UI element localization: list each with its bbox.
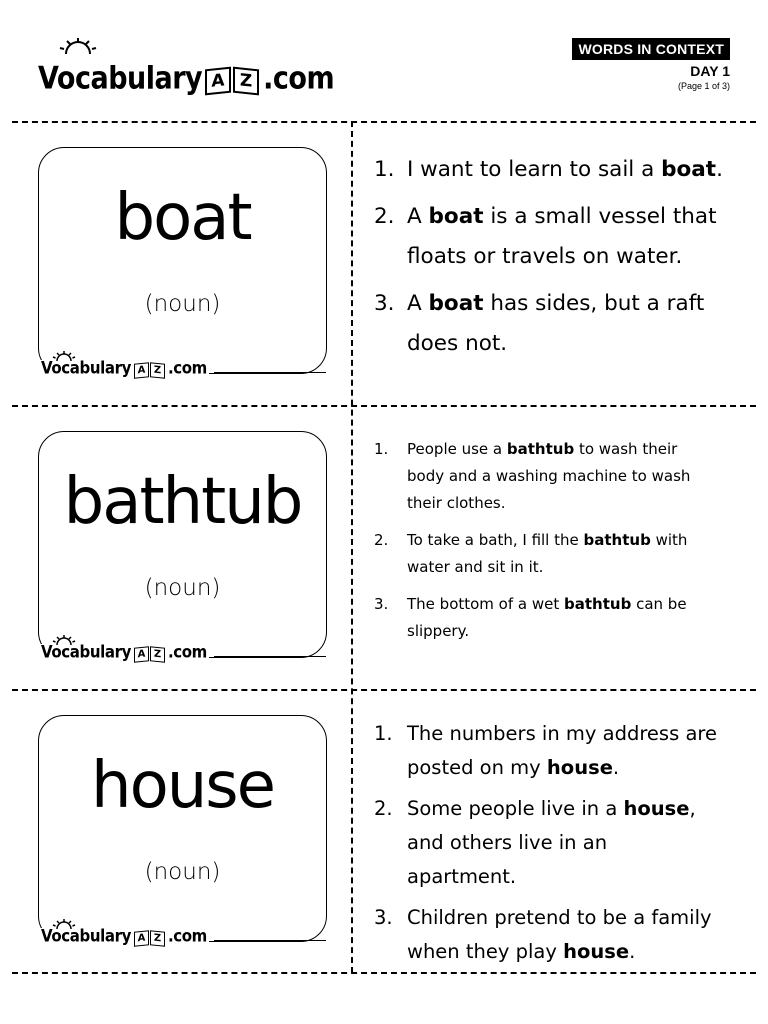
flash-card-bathtub bbox=[38, 431, 327, 662]
sentence-list-house bbox=[374, 717, 719, 976]
sentence: 2. To take a bath, I fill the bathtub with water and sit in it. bbox=[374, 531, 688, 576]
sentence: 2. A boat is a small vessel that floats or travels on water. bbox=[374, 204, 717, 269]
page-note: (Page 1 of 3) bbox=[677, 81, 730, 91]
letter-block-a: A bbox=[134, 362, 149, 379]
sentence: 2. Some people live in a house, and others live in an apartment. bbox=[374, 797, 696, 888]
letter-blocks-icon bbox=[205, 68, 261, 94]
vocab-word: bathtub bbox=[63, 465, 302, 539]
letter-block-z: Z bbox=[150, 646, 165, 663]
letter-blocks-icon bbox=[134, 931, 166, 946]
letter-blocks-icon bbox=[134, 363, 166, 378]
letter-block-a: A bbox=[134, 646, 149, 663]
logo-domain: .com bbox=[167, 926, 207, 946]
target-word: house bbox=[546, 756, 613, 779]
card-footer-rule bbox=[214, 372, 326, 373]
part-of-speech: (noun) bbox=[144, 291, 221, 317]
logo-word: Vocabulary bbox=[41, 358, 131, 378]
cut-line bbox=[12, 405, 756, 407]
letter-block-z: Z bbox=[150, 930, 165, 947]
vocab-word: boat bbox=[114, 181, 251, 255]
logo-domain: .com bbox=[167, 642, 207, 662]
words-in-context-badge: WORDS IN CONTEXT bbox=[572, 38, 730, 60]
target-word: boat bbox=[428, 291, 484, 316]
flash-card-house bbox=[38, 715, 327, 946]
card-logo bbox=[41, 928, 209, 946]
letter-block-z: Z bbox=[150, 362, 165, 379]
worksheet-label bbox=[572, 38, 730, 91]
logo-word: Vocabulary bbox=[41, 642, 131, 662]
sentence: 1. I want to learn to sail a boat. bbox=[374, 157, 723, 182]
logo-domain: .com bbox=[167, 358, 207, 378]
sun-icon bbox=[58, 38, 98, 54]
card-footer-rule bbox=[214, 656, 326, 657]
target-word: boat bbox=[428, 204, 484, 229]
vocab-word: house bbox=[91, 749, 274, 823]
day-label: DAY 1 bbox=[690, 63, 730, 79]
sentence: 3. The bottom of a wet bathtub can be slippery. bbox=[374, 595, 687, 640]
sentence: 3. A boat has sides, but a raft does not. bbox=[374, 291, 705, 356]
target-word: bathtub bbox=[583, 531, 651, 549]
sentence: 1. The numbers in my address are posted on my house. bbox=[374, 722, 717, 779]
target-word: house bbox=[563, 940, 630, 963]
vocabulary-logo bbox=[38, 40, 335, 97]
letter-block-a: A bbox=[205, 67, 231, 96]
card-logo bbox=[41, 644, 209, 662]
sentence: 3. Children pretend to be a family when they play house. bbox=[374, 906, 712, 963]
logo-word: Vocabulary bbox=[38, 60, 203, 97]
sentence-list-boat bbox=[374, 150, 746, 371]
part-of-speech: (noun) bbox=[144, 575, 221, 601]
flash-card-boat bbox=[38, 147, 327, 378]
target-word: bathtub bbox=[564, 595, 632, 613]
target-word: house bbox=[623, 797, 690, 820]
logo-domain: .com bbox=[263, 60, 335, 97]
part-of-speech: (noun) bbox=[144, 859, 221, 885]
target-word: bathtub bbox=[506, 440, 575, 458]
letter-block-z: Z bbox=[233, 67, 259, 96]
cut-line bbox=[12, 121, 756, 123]
target-word: boat bbox=[661, 157, 717, 182]
logo-word: Vocabulary bbox=[41, 926, 131, 946]
cut-line bbox=[12, 689, 756, 691]
sentence-list-bathtub bbox=[374, 436, 719, 655]
letter-block-a: A bbox=[134, 930, 149, 947]
sentence: 1. People use a bathtub to wash their body and a washing machine to wash their clothes. bbox=[374, 440, 691, 512]
cut-line-vertical bbox=[351, 121, 353, 973]
card-logo bbox=[41, 360, 209, 378]
letter-blocks-icon bbox=[134, 647, 166, 662]
card-footer-rule bbox=[214, 940, 326, 941]
